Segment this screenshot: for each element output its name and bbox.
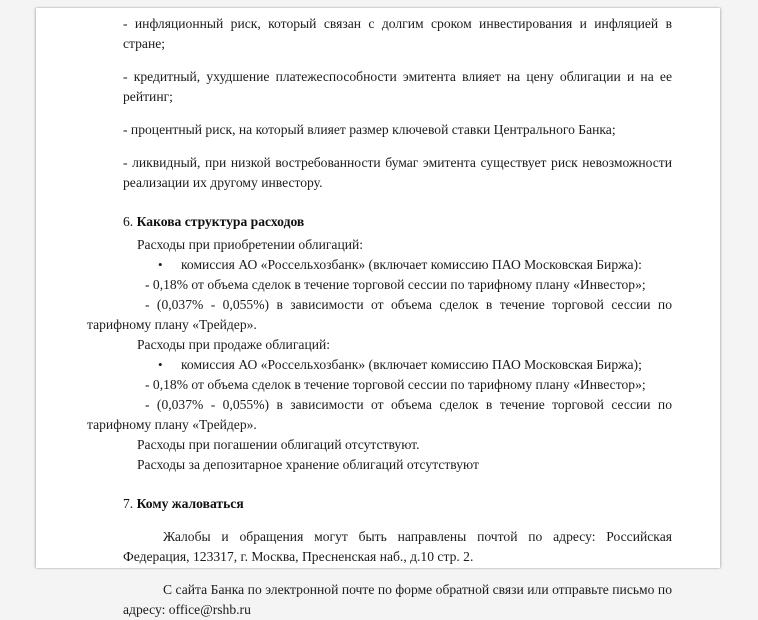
risk-inflation-paragraph: - инфляционный риск, который связан с долгим сроком инвестирования и инфляцией в стране; bbox=[123, 16, 672, 51]
section-6-heading bbox=[123, 212, 672, 232]
purchase-tariff-investor: - 0,18% от объема сделок в течение торговой сессии по тарифному плану «Инвестор»; bbox=[145, 277, 646, 292]
section-6-number: 6. bbox=[123, 214, 134, 229]
list-item bbox=[123, 355, 672, 375]
page-top-gutter bbox=[0, 0, 758, 8]
purchase-costs-lead: Расходы при приобретении облигаций: bbox=[137, 237, 364, 252]
complaints-postal-paragraph: Жалобы и обращения могут быть направлены почтой по адресу: Российская Федерация, 123317, г. Москва, Пресненская наб., д.10 стр. 2. bbox=[123, 529, 672, 564]
section-7-heading bbox=[123, 494, 672, 514]
list-item-label: комиссия АО «Россельхозбанк» (включает комиссию ПАО Московская Биржа): bbox=[181, 257, 642, 272]
section-7-number: 7. bbox=[123, 496, 134, 511]
sale-costs-list bbox=[123, 355, 672, 375]
list-item-label: комиссия АО «Россельхозбанк» (включает комиссию ПАО Московская Биржа); bbox=[181, 357, 642, 372]
purchase-costs-list bbox=[123, 255, 672, 275]
bullet-icon: • bbox=[158, 357, 163, 372]
risk-liquidity-paragraph: - ликвидный, при низкой востребованности бумаг эмитента существует риск невозможности реализации их другому инвестору. bbox=[123, 155, 672, 190]
depository-costs-line: Расходы за депозитарное хранение облигаций отсутствуют bbox=[137, 457, 479, 472]
sale-tariff-trader-line2: тарифному плану «Трейдер». bbox=[87, 417, 257, 432]
redemption-costs-line: Расходы при погашении облигаций отсутствуют. bbox=[137, 437, 420, 452]
section-7-title: Кому жаловаться bbox=[136, 496, 244, 511]
purchase-tariff-trader-line1: - (0,037% - 0,055%) в зависимости от объема сделок в течение торговой сессии по bbox=[145, 297, 672, 312]
sale-costs-lead: Расходы при продаже облигаций: bbox=[137, 337, 331, 352]
sale-tariff-investor: - 0,18% от объема сделок в течение торговой сессии по тарифному плану «Инвестор»; bbox=[145, 377, 646, 392]
sale-tariff-trader-line1: - (0,037% - 0,055%) в зависимости от объема сделок в течение торговой сессии по bbox=[145, 397, 672, 412]
risk-interest-paragraph: - процентный риск, на который влияет размер ключевой ставки Центрального Банка; bbox=[123, 122, 616, 137]
risk-credit-paragraph: - кредитный, ухудшение платежеспособности эмитента влияет на цену облигации и на ее рейтинг; bbox=[123, 69, 672, 104]
bullet-icon: • bbox=[158, 257, 163, 272]
document-page bbox=[36, 8, 720, 617]
section-6-title: Какова структура расходов bbox=[136, 214, 305, 229]
complaints-email-paragraph: С сайта Банка по электронной почте по форме обратной связи или отправьте письмо по адресу: office@rshb.ru bbox=[123, 582, 672, 617]
list-item bbox=[123, 255, 672, 275]
purchase-tariff-trader-line2: тарифному плану «Трейдер». bbox=[87, 317, 257, 332]
page-content bbox=[36, 8, 720, 620]
